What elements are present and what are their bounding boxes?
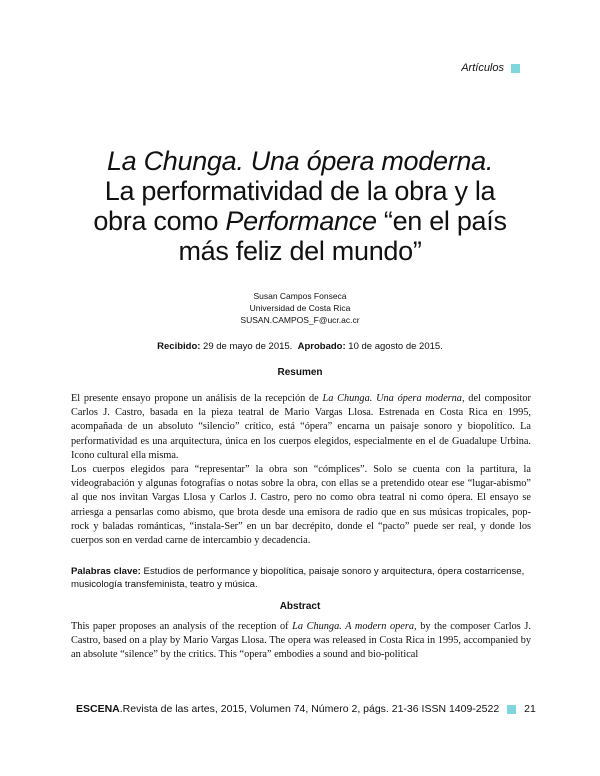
resumen-paragraph-2: Los cuerpos elegidos para “representar” la obra son “cómplices”. Solo se cuenta con la partitura, la videograbación y algunas fotografías o notas sobre la obra, con ellas se a pretendido otear ese “lugar-abismo” al que nos invitan Vargas Llosa y Carlos J. Castro, pero no como obra teatral ni como ópera. El ensayo se arriesga a pensarlas como abismo, que brota desde una emisora de radio que en sus músicas tropicales, pop-rock y baladas románticas, “instala-Ser” en un bar decrépito, donde el “pacto” puede ser real, y donde los cuerpos son en verdad carne de intercambio y decadencia. <box>71 464 531 547</box>
author-name: Susan Campos Fonseca <box>253 291 347 301</box>
author-block <box>0 290 600 326</box>
page-footer <box>76 703 536 715</box>
section-label: Artículos <box>461 62 504 74</box>
title-line-3-italic: Performance <box>225 206 377 236</box>
title-line-3-end: “en el país <box>376 206 507 236</box>
title-line-3-start: obra como <box>93 206 226 236</box>
resumen-p1-italic: La Chunga. Una ópera moderna <box>322 393 462 404</box>
title-line-4: más feliz del mundo” <box>178 236 422 266</box>
keywords <box>71 565 531 591</box>
resumen-p1-start: El presente ensayo propone un análisis de la recepción de <box>71 393 323 404</box>
resumen-heading: Resumen <box>277 367 323 378</box>
footer-marker-icon <box>507 705 516 714</box>
article-title <box>40 146 560 266</box>
abstract-p1-italic: La Chunga. A modern opera, <box>292 621 417 632</box>
section-tag <box>461 62 520 74</box>
abstract-p1-end: by the composer Carlos J. Castro, based on a play by Mario Vargas Llosa. The opera was released in Costa Rica in 1995, accompanied by an absolute “silence” by the critics. This “opera” embodies a sound and bio-political <box>71 621 531 661</box>
received-date: 29 de mayo de 2015. <box>200 341 293 352</box>
approved-date: 10 de agosto de 2015. <box>345 341 443 352</box>
approved-label: Aprobado: <box>297 341 346 352</box>
abstract-p1-start: This paper proposes an analysis of the reception of <box>71 621 293 632</box>
keywords-text: Estudios de performance y biopolítica, paisaje sonoro y arquitectura, ópera costarricense, musicología transfeminista, teatro y música. <box>71 566 525 591</box>
journal-brand: ESCENA <box>76 703 120 715</box>
keywords-label: Palabras clave: <box>71 566 141 577</box>
dates-line <box>0 341 600 352</box>
author-affiliation: Universidad de Costa Rica <box>249 303 351 313</box>
resumen-body <box>71 392 531 548</box>
title-line-1: La Chunga. Una ópera moderna. <box>106 146 494 176</box>
resumen-paragraph-1 <box>71 392 531 463</box>
author-email: SUSAN.CAMPOS_F@ucr.ac.cr <box>240 315 360 325</box>
received-label: Recibido: <box>157 341 201 352</box>
abstract-body <box>71 620 531 663</box>
section-marker-icon <box>511 64 520 73</box>
abstract-heading: Abstract <box>279 601 321 612</box>
resumen-p1-end: , del compositor Carlos J. Castro, basada en la pieza teatral de Mario Vargas Llosa. Estrenada en Costa Rica en 1995, acompañada de un absoluto “silencio” crítico, está “ópera” encarna un paisaje sonoro y biopolítico. La performatividad es una arquitectura, única en los cuerpos elegidos, especialmente en el de Guadalupe Urbina. Icono cultural ella misma. <box>71 393 531 461</box>
page-number: 21 <box>524 703 536 715</box>
title-line-3 <box>40 206 560 236</box>
journal-citation: .Revista de las artes, 2015, Volumen 74, Número 2, págs. 21-36 ISSN 1409-2522 <box>119 703 500 715</box>
title-line-2: La performatividad de la obra y la <box>104 176 496 206</box>
abstract-paragraph-1 <box>71 620 531 663</box>
